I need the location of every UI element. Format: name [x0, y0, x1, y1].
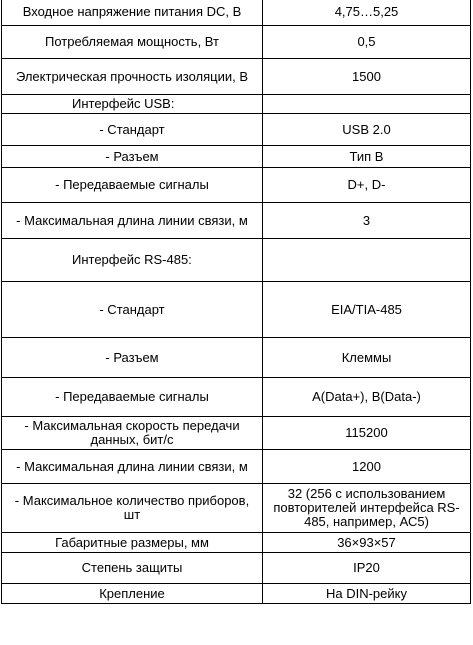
table-row — [2, 282, 471, 338]
value-cell: A(Data+), B(Data-) — [263, 378, 471, 417]
value-cell — [263, 95, 471, 114]
section-title-cell: Интерфейс RS-485: — [2, 239, 263, 282]
parameter-cell: - Максимальная длина линии связи, м — [2, 450, 263, 484]
value-cell: USB 2.0 — [263, 114, 471, 146]
section-header-row — [2, 239, 471, 282]
parameter-cell: - Передаваемые сигналы — [2, 378, 263, 417]
parameter-cell: - Стандарт — [2, 114, 263, 146]
table-row — [2, 533, 471, 553]
table-row — [2, 338, 471, 378]
table-row — [2, 146, 471, 168]
parameter-cell: Потребляемая мощность, Вт — [2, 26, 263, 59]
value-cell: 4,75…5,25 — [263, 0, 471, 26]
parameter-cell: Степень защиты — [2, 553, 263, 584]
parameter-cell: - Передаваемые сигналы — [2, 168, 263, 203]
table-row — [2, 450, 471, 484]
value-cell: EIA/TIA-485 — [263, 282, 471, 338]
value-cell — [263, 239, 471, 282]
section-header-row — [2, 95, 471, 114]
section-title-cell: Интерфейс USB: — [2, 95, 263, 114]
table-row — [2, 59, 471, 95]
parameter-cell: - Максимальная длина линии связи, м — [2, 203, 263, 239]
value-cell: 1200 — [263, 450, 471, 484]
parameter-cell: - Максимальная скорость передачи данных, бит/с — [2, 417, 263, 450]
specifications-table — [1, 0, 471, 604]
table-row — [2, 378, 471, 417]
value-cell: 36×93×57 — [263, 533, 471, 553]
table-row — [2, 417, 471, 450]
parameter-cell: - Стандарт — [2, 282, 263, 338]
parameter-cell: Входное напряжение питания DC, В — [2, 0, 263, 26]
specifications-table-body — [2, 0, 471, 604]
value-cell: 115200 — [263, 417, 471, 450]
value-cell: 3 — [263, 203, 471, 239]
value-cell: На DIN-рейку — [263, 584, 471, 604]
table-row — [2, 168, 471, 203]
value-cell: Тип B — [263, 146, 471, 168]
table-row — [2, 484, 471, 533]
table-row — [2, 26, 471, 59]
table-row — [2, 114, 471, 146]
table-row — [2, 0, 471, 26]
value-cell: 1500 — [263, 59, 471, 95]
parameter-cell: Электрическая прочность изоляции, В — [2, 59, 263, 95]
table-row — [2, 584, 471, 604]
value-cell: D+, D- — [263, 168, 471, 203]
value-cell: Клеммы — [263, 338, 471, 378]
value-cell: IP20 — [263, 553, 471, 584]
table-row — [2, 203, 471, 239]
parameter-cell: - Максимальное количество приборов, шт — [2, 484, 263, 533]
value-cell: 32 (256 с использованием повторителей интерфейса RS-485, например, АС5) — [263, 484, 471, 533]
parameter-cell: - Разъем — [2, 338, 263, 378]
parameter-cell: Крепление — [2, 584, 263, 604]
parameter-cell: Габаритные размеры, мм — [2, 533, 263, 553]
value-cell: 0,5 — [263, 26, 471, 59]
parameter-cell: - Разъем — [2, 146, 263, 168]
table-row — [2, 553, 471, 584]
